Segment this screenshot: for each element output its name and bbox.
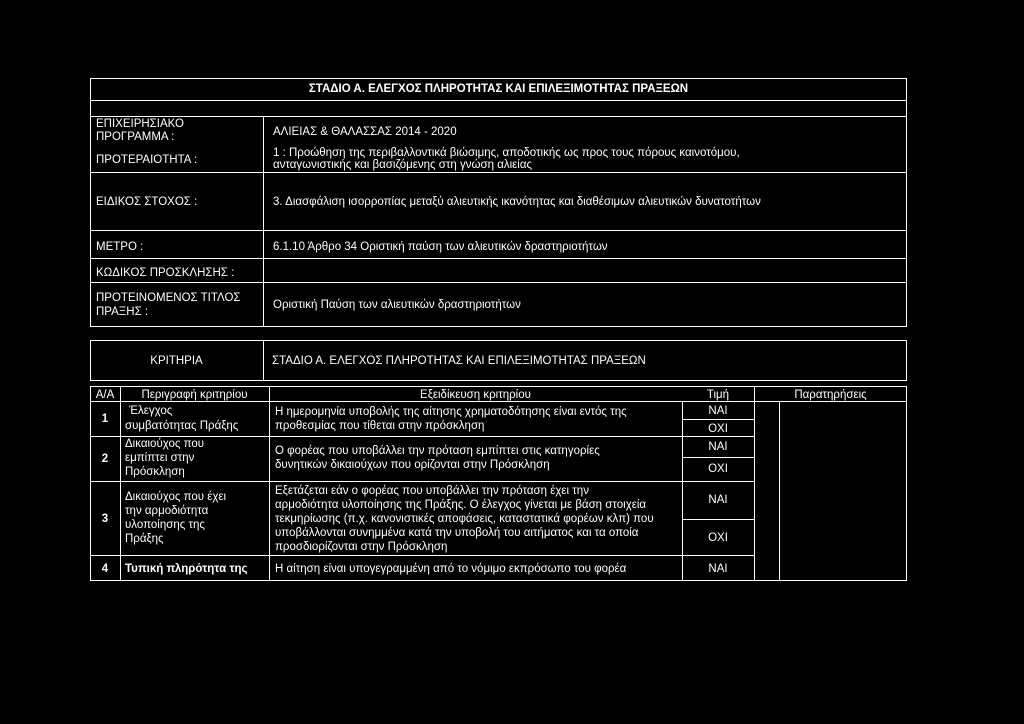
priority-value-2: ανταγωνιστικής και βασιζόμενης στη γνώση αλιείας [273,159,533,171]
criteria-stage: ΣΤΑΔΙΟ Α. ΕΛΕΓΧΟΣ ΠΛΗΡΟΤΗΤΑΣ ΚΑΙ ΕΠΙΛΕΞΙΜΟΤΗΤΑΣ ΠΡΑΞΕΩΝ [272,355,646,367]
row-2-desc-2: εμπίπτει στην [125,452,195,464]
row-2-desc-1: Δικαιούχος που [125,438,205,450]
row-2-number: 2 [101,453,109,465]
proposed-title-label-1: ΠΡΟΤΕΙΝΟΜΕΝΟΣ ΤΙΤΛΟΣ [96,292,241,304]
row-3-value-yes[interactable]: ΝΑΙ [708,494,728,506]
program-label-2: ΠΡΟΓΡΑΜΜΑ : [96,131,175,143]
row-3-spec-3: τεκμηρίωσης (π.χ. κανονιστικές αποφάσεις, καταστατικά φορέων κλπ) που [275,513,654,525]
row-3-desc-3: υλοποίησης της [125,519,205,531]
row-1-desc-1: Έλεγχος [129,405,173,417]
criteria-label: ΚΡΙΤΗΡΙΑ [150,355,203,367]
row-4-spec-1: Η αίτηση είναι υπογεγραμμένη από το νόμιμο εκπρόσωπο του φορέα [275,563,627,575]
row-3-desc-2: την αρμοδιότητα [125,505,209,517]
divider [754,386,755,581]
divider [120,386,121,581]
program-label-1: ΕΠΙΧΕΙΡΗΣΙΑΚΟ [96,118,184,130]
objective-label: ΕΙΔΙΚΟΣ ΣΤΟΧΟΣ : [96,196,198,208]
row-4-number: 4 [101,563,109,575]
row-1-value-yes[interactable]: ΝΑΙ [708,405,728,417]
header-specification: Εξειδίκευση κριτηρίου [420,389,531,401]
call-code-label: ΚΩΔΙΚΟΣ ΠΡΟΣΚΛΗΣΗΣ : [96,267,235,279]
row-3-spec-2: αρμοδιότητα υλοποίησης της Πράξης. Ο έλεγχος γίνεται με βάση στοιχεία [275,499,647,511]
header-description: Περιγραφή κριτηρίου [141,389,248,401]
header-remarks: Παρατηρήσεις [794,389,867,401]
priority-label: ΠΡΟΤΕΡΑΙΟΤΗΤΑ : [96,154,198,166]
row-2-spec-2: δυνητικών δικαιούχων που ορίζονται στην Πρόσκληση [275,459,550,471]
measure-label: ΜΕΤΡΟ : [96,241,144,253]
divider [90,481,754,482]
row-2-desc-3: Πρόσκληση [125,466,185,478]
proposed-title-label-2: ΠΡΑΞΗΣ : [96,306,149,318]
row-2-value-no[interactable]: ΟΧΙ [708,463,728,475]
row-3-spec-5: προσδιορίζονται στην Πρόσκληση [275,541,448,553]
divider [90,116,907,117]
divider [90,100,907,101]
divider [682,457,754,458]
priority-value-1: 1 : Προώθηση της περιβαλλοντικά βιώσιμης, αποδοτικής ως προς τους πόρους καινοτόμου, [273,147,740,159]
divider [682,519,754,520]
row-1-spec-1: Η ημερομηνία υποβολής της αίτησης χρηματοδότησης είναι εντός της [275,406,627,418]
divider [90,230,907,231]
divider [263,116,264,327]
divider [90,282,907,283]
row-2-spec-1: Ο φορέας που υποβάλλει την πρόταση εμπίπτει στις κατηγορίες [275,445,600,457]
header-value: Τιμή [706,389,730,401]
row-3-spec-4: υποβάλλονται συνημμένα κατά την υποβολή του αιτήματος και τα οποία [275,527,639,539]
row-3-desc-4: Πράξης [125,533,164,545]
divider [263,340,264,381]
header-aa: Α/Α [95,389,115,401]
row-3-spec-1: Εξετάζεται εάν ο φορέας που υποβάλλει την πρόταση έχει την [275,485,589,497]
proposed-title-value: Οριστική Παύση των αλιευτικών δραστηριοτήτων [273,299,521,311]
divider [682,419,754,420]
row-1-spec-2: προθεσμίας που τίθεται στην πρόσκληση [275,420,485,432]
row-3-number: 3 [101,513,109,525]
divider [269,386,270,581]
program-value: ΑΛΙΕΙΑΣ & ΘΑΛΑΣΣΑΣ 2014 - 2020 [273,126,457,138]
row-3-value-no[interactable]: ΟΧΙ [708,532,728,544]
row-1-desc-2: συμβατότητας Πράξης [125,420,239,432]
row-2-value-yes[interactable]: ΝΑΙ [708,441,728,453]
divider [90,258,907,259]
divider [90,555,754,556]
row-3-desc-1: Δικαιούχος που έχει [125,491,227,503]
measure-value: 6.1.10 Άρθρο 34 Οριστική παύση των αλιευτικών δραστηριοτήτων [273,241,608,253]
row-4-value-yes[interactable]: ΝΑΙ [708,563,728,575]
divider [90,172,907,173]
stage-title: ΣΤΑΔΙΟ Α. ΕΛΕΓΧΟΣ ΠΛΗΡΟΤΗΤΑΣ ΚΑΙ ΕΠΙΛΕΞΙΜΟΤΗΤΑΣ ΠΡΑΞΕΩΝ [308,83,689,95]
row-4-desc-1: Τυπική πληρότητα της [125,563,248,575]
row-1-number: 1 [101,413,109,425]
objective-value: 3. Διασφάλιση ισορροπίας μεταξύ αλιευτικής ικανότητας και διαθέσιμων αλιευτικών δυνατοτήτων [273,196,761,208]
row-1-value-no[interactable]: ΟΧΙ [708,423,728,435]
divider [779,401,780,581]
